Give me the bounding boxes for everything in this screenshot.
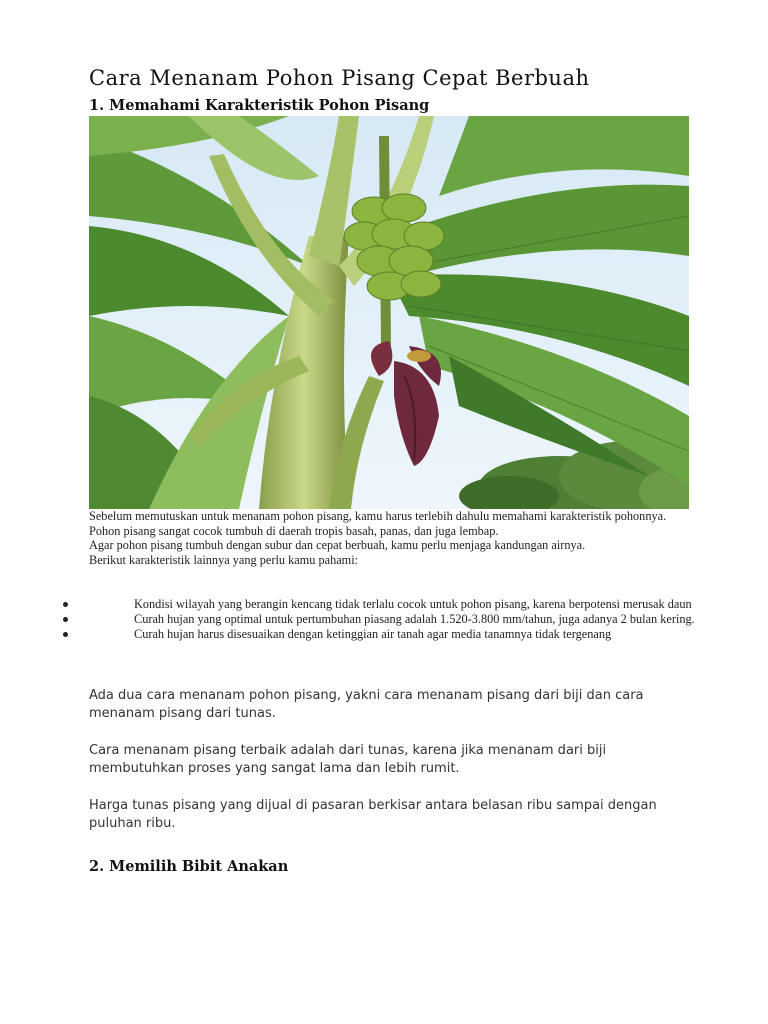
list-item-text: Kondisi wilayah yang berangin kencang tidak terlalu cocok untuk pohon pisang, karena berpotensi merusak daun [134, 597, 692, 611]
intro-line: Pohon pisang sangat cocok tumbuh di daerah tropis basah, panas, dan juga lembap. [89, 523, 499, 538]
list-item [0, 597, 720, 612]
section-heading-2: 2. Memilih Bibit Anakan [89, 858, 289, 875]
paragraph: Cara menanam pisang terbaik adalah dari tunas, karena jika menanam dari biji membutuhkan proses yang sangat lama dan lebih rumit. [89, 743, 607, 776]
section-heading-1: 1. Memahami Karakteristik Pohon Pisang [89, 97, 430, 114]
banana-tree-photo [89, 116, 689, 509]
list-item-text: Curah hujan yang optimal untuk pertumbuhan piasang adalah 1.520-3.800 mm/tahun, juga adanya 2 bulan kering. [134, 612, 695, 626]
paragraph: Ada dua cara menanam pohon pisang, yakni cara menanam pisang dari biji dan cara menanam pisang dari tunas. [89, 688, 644, 721]
list-item [0, 627, 720, 642]
intro-line: Agar pohon pisang tumbuh dengan subur dan cepat berbuah, kamu perlu menjaga kandungan airnya. [89, 538, 586, 552]
intro-line: Berikut karakteristik lainnya yang perlu kamu pahami: [89, 552, 359, 567]
intro-line: Sebelum memutuskan untuk menanam pohon pisang, kamu harus terlebih dahulu memahami karakteristik pohonnya. [89, 509, 667, 523]
page-title: Cara Menanam Pohon Pisang Cepat Berbuah [89, 66, 590, 90]
paragraph: Harga tunas pisang yang dijual di pasaran berkisar antara belasan ribu sampai dengan puluhan ribu. [89, 798, 657, 831]
list-item [0, 612, 720, 627]
bullet-icon [63, 602, 68, 607]
characteristics-list [0, 597, 720, 642]
list-item-text: Curah hujan harus disesuaikan dengan ketinggian air tanah agar media tanamnya tidak tergenang [134, 627, 612, 641]
bullet-icon [63, 632, 68, 637]
bullet-icon [63, 617, 68, 622]
intro-text [89, 509, 709, 567]
